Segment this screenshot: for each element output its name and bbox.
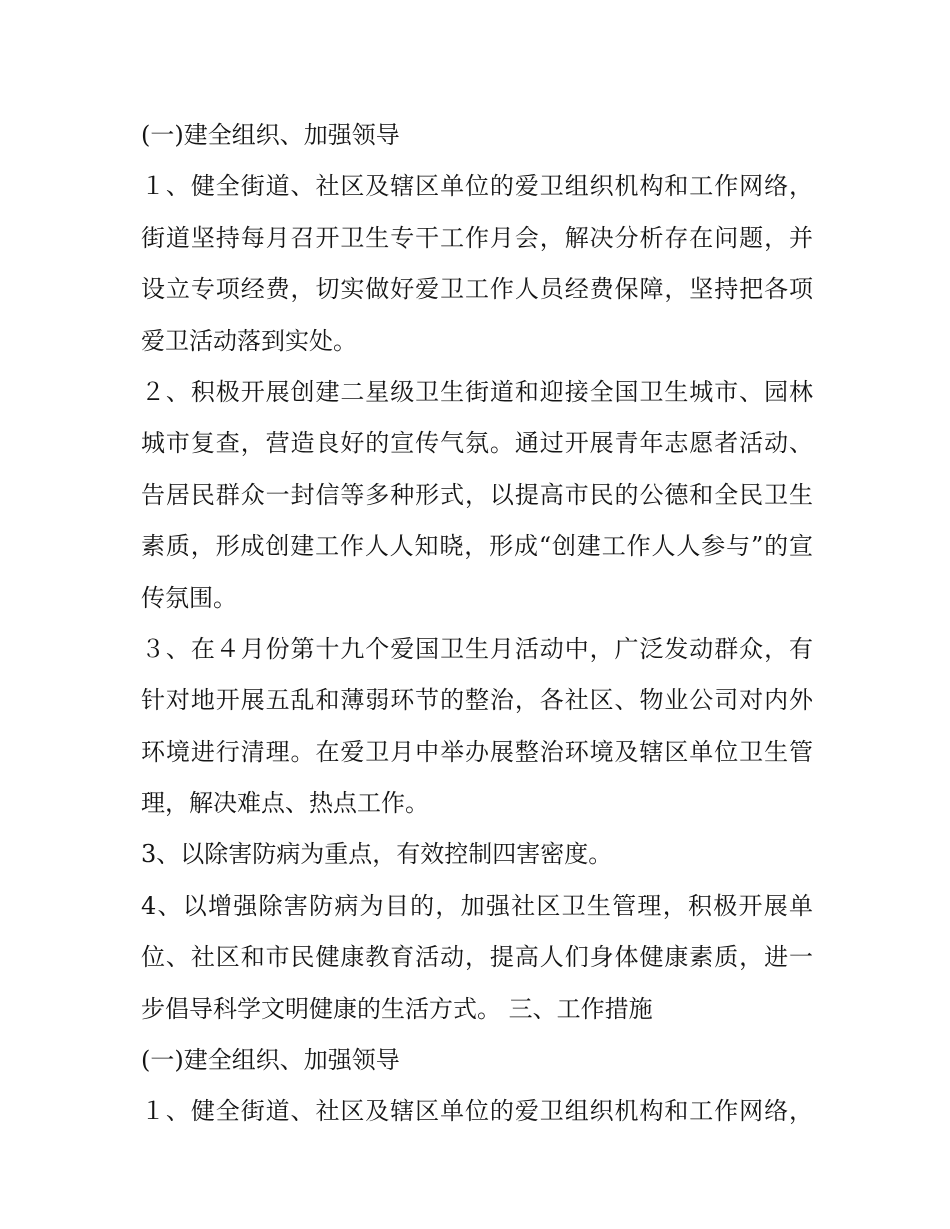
paragraph-line: 告居民群众一封信等多种形式，以提高市民的公德和全民卫生: [141, 480, 813, 509]
paragraph-line: 理，解决难点、热点工作。: [141, 789, 429, 818]
paragraph-line: ３、在４月份第十九个爱国卫生月活动中，广泛发动群众，有: [141, 634, 813, 663]
paragraph-line: 步倡导科学文明健康的生活方式。 三、工作措施: [141, 994, 653, 1023]
paragraph-line: 传氛围。: [141, 583, 237, 612]
section-heading: (一)建全组织、加强领导: [141, 1046, 400, 1075]
paragraph-line: 爱卫活动落到实处。: [141, 326, 357, 355]
paragraph-line: １、健全街道、社区及辖区单位的爱卫组织机构和工作网络，: [141, 1097, 813, 1126]
paragraph-line: 素质，形成创建工作人人知晓，形成“创建工作人人参与”的宣: [141, 532, 813, 561]
document-body: [141, 110, 813, 1138]
paragraph-line: １、健全街道、社区及辖区单位的爱卫组织机构和工作网络，: [141, 172, 813, 201]
paragraph-line: 4、以增强除害防病为目的，加强社区卫生管理，积极开展单: [141, 891, 813, 920]
paragraph-line: 位、社区和市民健康教育活动，提高人们身体健康素质，进一: [141, 943, 813, 972]
section-heading: (一)建全组织、加强领导: [141, 121, 400, 149]
paragraph-line: 环境进行清理。在爱卫月中举办展整治环境及辖区单位卫生管: [141, 737, 813, 766]
paragraph-line: 针对地开展五乱和薄弱环节的整治，各社区、物业公司对内外: [141, 686, 813, 715]
paragraph-line: 设立专项经费，切实做好爱卫工作人员经费保障，坚持把各项: [141, 275, 813, 304]
paragraph-line: ２、积极开展创建二星级卫生街道和迎接全国卫生城市、园林: [141, 377, 813, 406]
paragraph-line: 3、以除害防病为重点，有效控制四害密度。: [141, 840, 613, 869]
paragraph-line: 城市复查，营造良好的宣传气氛。通过开展青年志愿者活动、: [141, 429, 813, 458]
paragraph-line: 街道坚持每月召开卫生专干工作月会，解决分析存在问题，并: [141, 223, 813, 252]
